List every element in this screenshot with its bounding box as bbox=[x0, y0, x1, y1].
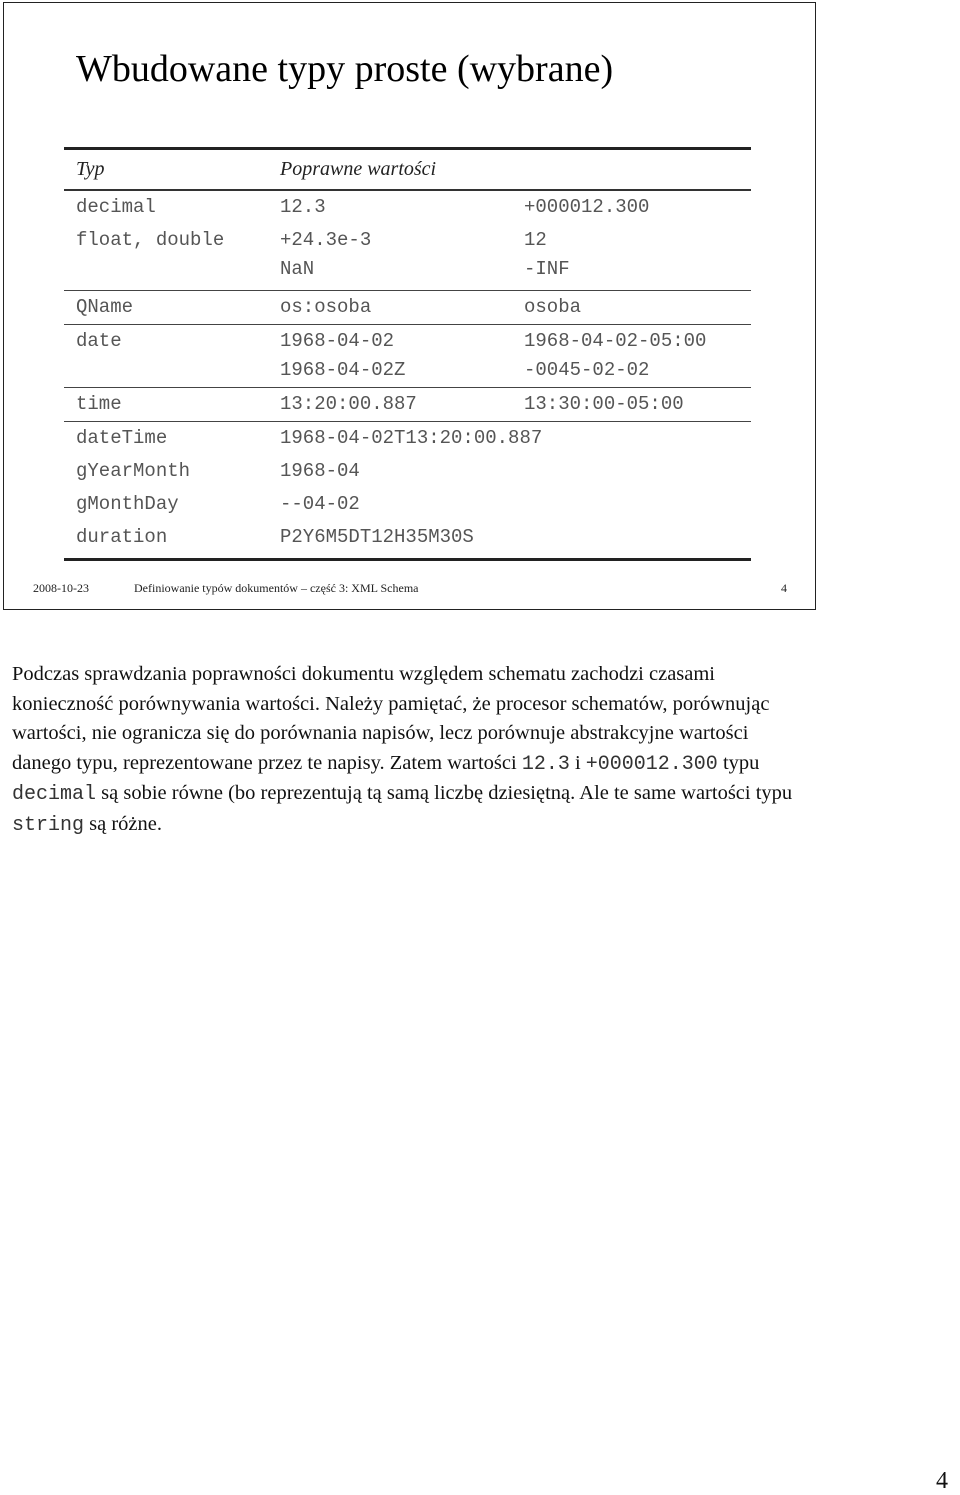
value-line: NaN bbox=[280, 258, 315, 280]
value-line: 12 bbox=[524, 229, 547, 251]
type-cell: decimal bbox=[76, 196, 156, 218]
table-row bbox=[64, 325, 751, 388]
value-line: 1968-04-02Z bbox=[280, 359, 406, 381]
footer-date: 2008-10-23 bbox=[33, 581, 89, 595]
value-cell: --04-02 bbox=[280, 493, 360, 515]
type-cell: dateTime bbox=[76, 427, 168, 449]
value-cell bbox=[512, 325, 751, 388]
header-type: Typ bbox=[64, 149, 268, 191]
table-row bbox=[64, 488, 751, 521]
table-row bbox=[64, 388, 751, 422]
value-line: 1968-04-02-05:00 bbox=[524, 330, 707, 352]
value-line: 1968-04-02 bbox=[280, 330, 395, 352]
type-cell: float, double bbox=[76, 229, 225, 251]
page-number: 4 bbox=[936, 1468, 948, 1494]
value-cell: 12.3 bbox=[280, 196, 326, 218]
type-cell: gYearMonth bbox=[76, 460, 191, 482]
table-row bbox=[64, 291, 751, 325]
code-value: 12.3 bbox=[521, 752, 570, 776]
table-row bbox=[64, 224, 751, 286]
code-value: decimal bbox=[12, 783, 97, 806]
table-row bbox=[64, 190, 751, 224]
notes-paragraph bbox=[12, 660, 812, 840]
notes-text: są sobie równe (bo reprezentują tą samą liczbę dziesiętną. Ale te same wartości typu bbox=[96, 782, 793, 804]
value-cell: 13:20:00.887 bbox=[268, 388, 512, 422]
value-line: -0045-02-02 bbox=[524, 359, 650, 381]
value-cell: 1968-04 bbox=[280, 460, 360, 482]
value-line: +24.3e-3 bbox=[280, 229, 372, 251]
notes-text: typu bbox=[717, 751, 760, 774]
table-row bbox=[64, 422, 751, 456]
value-cell: os:osoba bbox=[268, 291, 512, 325]
type-cell: date bbox=[64, 325, 268, 388]
notes-text: Podczas sprawdzania poprawności dokumentu względem schematu zachodzi czasami konieczność porównywania wartości. Należy pamiętać, że procesor schematów, porównując wartości, nie ogranicza się do porównania napisów, lecz porównuje abstrakcyjne wartości danego typu, reprezentowane przez te napisy. Zatem wartości bbox=[12, 663, 770, 774]
notes-text: są różne. bbox=[84, 812, 162, 835]
code-value: string bbox=[12, 813, 85, 837]
value-cell: osoba bbox=[512, 291, 751, 325]
value-cell: +000012.300 bbox=[524, 196, 650, 218]
slide-title: Wbudowane typy proste (wybrane) bbox=[76, 48, 614, 90]
value-cell bbox=[512, 224, 751, 286]
type-cell: gMonthDay bbox=[76, 493, 179, 515]
value-cell bbox=[268, 325, 512, 388]
footer-slide-number: 4 bbox=[781, 581, 787, 595]
type-cell: time bbox=[64, 388, 268, 422]
value-cell: P2Y6M5DT12H35M30S bbox=[280, 526, 474, 548]
table-header-row bbox=[64, 149, 751, 191]
value-cell: 13:30:00-05:00 bbox=[512, 388, 751, 422]
type-cell: QName bbox=[64, 291, 268, 325]
notes-text: i bbox=[569, 751, 586, 774]
table-row bbox=[64, 455, 751, 488]
slide-footer bbox=[4, 581, 815, 601]
value-cell bbox=[268, 224, 512, 286]
value-cell: 1968-04-02T13:20:00.887 bbox=[280, 427, 543, 449]
type-cell: duration bbox=[76, 526, 168, 548]
slide bbox=[3, 2, 816, 610]
value-line: -INF bbox=[524, 258, 570, 280]
types-table bbox=[64, 147, 751, 561]
table-row bbox=[64, 521, 751, 560]
code-value: +000012.300 bbox=[585, 752, 718, 776]
header-values: Poprawne wartości bbox=[268, 149, 751, 191]
footer-title: Definiowanie typów dokumentów – część 3: XML Schema bbox=[134, 581, 419, 595]
